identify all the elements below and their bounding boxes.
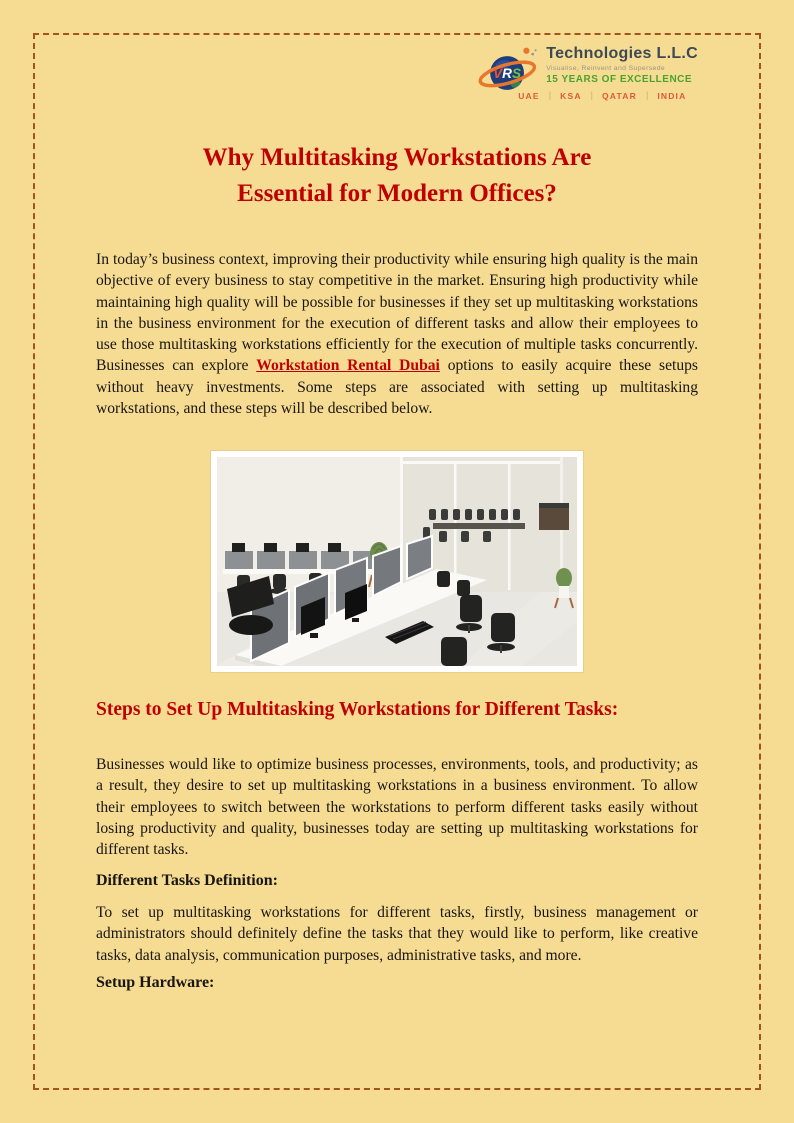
logo-country-ksa: KSA: [560, 90, 582, 101]
subhead-different-tasks-definition: Different Tasks Definition:: [96, 872, 278, 889]
logo-countries-row: [518, 91, 698, 100]
logo-separator: |: [645, 90, 649, 101]
section-paragraph: Businesses would like to optimize business processes, environments, tools, and productivity; as a result, they desire to set up multitasking workstations in a business environment. To allow their employees to switch between the workstations to perform different tasks easily without losing productivity and quality, businesses today are setting up multitasking workstations for different tasks.: [96, 756, 698, 859]
workstation-rental-dubai-link[interactable]: Workstation Rental Dubai: [256, 357, 440, 375]
page-title-line2: Essential for Modern Offices?: [237, 180, 557, 207]
logo-country-uae: UAE: [518, 90, 540, 101]
intro-text-before-link: In today’s business context, improving their productivity while ensuring high quality is the main objective of every business to stay competitive in the market. Ensuring high productivity while maintaining high quality will be possible for businesses if they set up multitasking workstations in the business environment for the execution of different tasks and allow their employees to use those multitasking workstations efficiently for the execution of multiple tasks concurrently. Businesses can explore: [96, 251, 698, 375]
logo-tagline: Visualise, Reinvent and Supersede: [546, 64, 666, 72]
intro-paragraph: [96, 249, 698, 419]
page-title: [96, 140, 698, 212]
logo-separator: |: [590, 90, 593, 101]
logo-separator: |: [548, 90, 552, 101]
definition-paragraph: To set up multitasking workstations for different tasks, firstly, business management or administrators should definitely define the tasks that they would like to perform, like creative tasks, data analysis, communication purposes, administrative tasks, and more.: [96, 904, 698, 964]
logo-country-india: INDIA: [657, 90, 687, 101]
logo-text-block: [518, 44, 698, 101]
subhead-setup-hardware: Setup Hardware:: [96, 974, 215, 991]
vrs-logo: [478, 44, 698, 107]
office-photo-frame: [211, 451, 583, 672]
logo-country-qatar: QATAR: [602, 90, 637, 101]
logo-letter-r: R: [502, 65, 513, 81]
logo-company-name: Technologies L.L.C: [546, 45, 698, 62]
logo-letter-v: V: [493, 65, 503, 81]
section-heading-steps: Steps to Set Up Multitasking Workstations for Different Tasks:: [96, 699, 619, 720]
intro-text-after-link: options to easily acquire these setups without heavy investments. Some steps are associated with setting up multitasking workstations, and these steps will be described below.: [96, 357, 698, 418]
office-workstations-photo: [217, 457, 577, 666]
logo-letter-s: S: [512, 65, 522, 81]
svg-text:VRS: [493, 66, 521, 81]
logo-years-banner: 15 YEARS OF EXCELLENCE: [546, 73, 693, 85]
page-title-line1: Why Multitasking Workstations Are: [202, 144, 592, 171]
